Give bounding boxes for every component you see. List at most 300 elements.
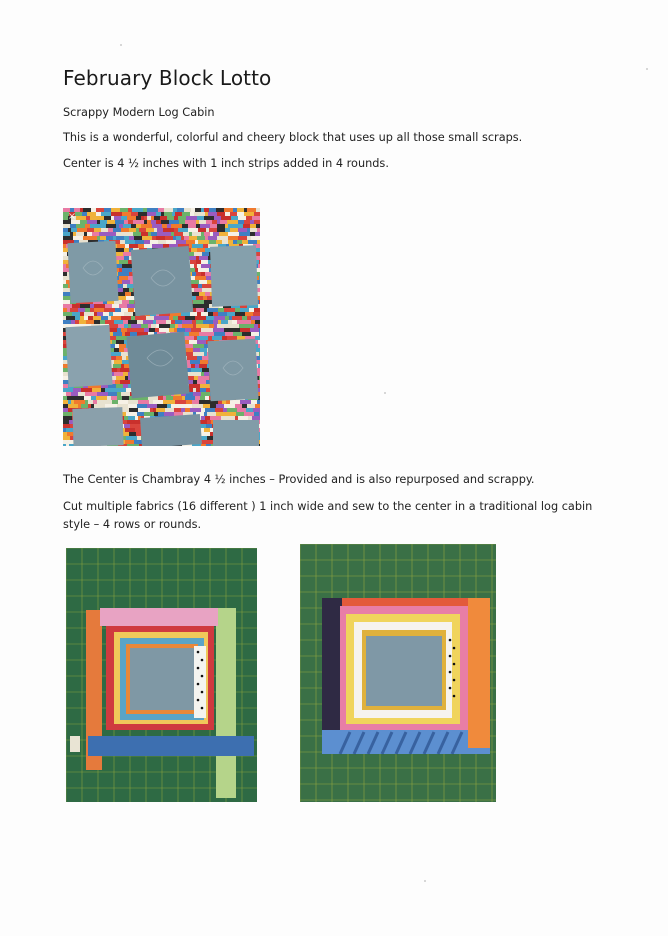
scrap-piece — [259, 260, 260, 264]
scrap-piece — [121, 308, 128, 312]
scrap-piece — [144, 240, 150, 244]
scrap-piece — [221, 216, 231, 220]
scrap-piece — [258, 264, 260, 268]
scrap-piece — [205, 408, 215, 412]
scrap-piece — [125, 332, 130, 336]
scrap-piece — [199, 220, 206, 224]
scrap-piece — [154, 316, 163, 320]
scrap-piece — [201, 232, 204, 236]
scrap-piece — [100, 320, 105, 324]
scrap-piece — [200, 412, 204, 416]
scrap-piece — [71, 392, 78, 396]
scrap-piece — [73, 388, 81, 392]
scrap-piece — [235, 308, 240, 312]
scrap-piece — [255, 232, 260, 236]
scrap-piece — [244, 212, 254, 216]
scrap-piece — [256, 208, 260, 212]
scrap-piece — [244, 412, 254, 416]
scrap-piece — [135, 416, 138, 420]
scrap-piece — [73, 236, 79, 240]
scrap-piece — [204, 352, 207, 356]
scrap-piece — [214, 332, 225, 336]
scrap-piece — [110, 352, 121, 356]
scrap-piece — [205, 396, 209, 400]
scrap-piece — [116, 336, 127, 340]
block-completed-photo — [300, 544, 496, 802]
scrap-piece — [189, 332, 199, 336]
scrap-piece — [63, 424, 70, 428]
scrap-piece — [114, 348, 119, 352]
scrap-piece — [232, 320, 237, 324]
scrap-piece — [171, 232, 174, 236]
scrap-piece — [222, 336, 227, 340]
scrap-piece — [183, 232, 189, 236]
scrap-piece — [139, 228, 146, 232]
scrap-piece — [166, 240, 176, 244]
scrap-piece — [255, 320, 260, 324]
scrap-piece — [111, 316, 121, 320]
scrap-piece — [131, 212, 138, 216]
scrap-piece — [244, 208, 247, 212]
scrap-piece — [144, 220, 147, 224]
scrap-piece — [116, 232, 123, 236]
scrap-piece — [255, 404, 260, 408]
scrap-piece — [224, 208, 233, 212]
scrap-piece — [88, 316, 93, 320]
scrap-piece — [105, 404, 109, 408]
scrap-piece — [233, 208, 237, 212]
scrap-piece — [197, 236, 202, 240]
scrap-piece — [210, 416, 221, 420]
scrap-piece — [203, 244, 208, 248]
scrap-piece — [169, 220, 179, 224]
scrap-piece — [112, 340, 116, 344]
scrap-piece — [175, 320, 182, 324]
scrap-piece — [124, 220, 128, 224]
scrap-piece — [204, 232, 210, 236]
scrap-piece — [225, 224, 228, 228]
scrap-piece — [136, 216, 141, 220]
scrap-piece — [108, 228, 113, 232]
scrap-piece — [157, 232, 167, 236]
scrap-piece — [116, 376, 125, 380]
scrap-piece — [151, 216, 154, 220]
scrap-piece — [202, 288, 212, 292]
scrap-piece — [97, 220, 100, 224]
scrap-piece — [146, 228, 154, 232]
scrap-piece — [102, 400, 112, 404]
scrap-piece — [116, 340, 124, 344]
scrap-piece — [189, 340, 197, 344]
scrap-piece — [63, 312, 72, 316]
scrap-piece — [105, 304, 112, 308]
scrap-piece — [63, 228, 68, 232]
scrap-piece — [127, 216, 136, 220]
scrap-piece — [166, 320, 171, 324]
scrap-piece — [114, 372, 120, 376]
scrap-piece — [109, 312, 113, 316]
scrap-piece — [247, 404, 255, 408]
scrap-piece — [128, 220, 133, 224]
scrap-piece — [188, 376, 194, 380]
scrap-piece — [253, 312, 260, 316]
scrap-piece — [233, 328, 240, 332]
scrap-piece — [258, 340, 260, 344]
scrap-piece — [191, 368, 202, 372]
scrap-piece — [85, 400, 88, 404]
scrap-piece — [171, 224, 182, 228]
scrap-piece — [228, 224, 234, 228]
scrap-piece — [250, 220, 254, 224]
scrap-piece — [207, 420, 211, 424]
scrap-piece — [63, 400, 68, 404]
scrap-piece — [125, 440, 134, 444]
scrap-piece — [204, 216, 214, 220]
scrap-piece — [191, 364, 195, 368]
scrap-piece — [113, 364, 121, 368]
scrap-piece — [104, 208, 111, 212]
scrap-piece — [244, 324, 247, 328]
scrap-piece — [169, 328, 174, 332]
scrap-piece — [85, 308, 90, 312]
strip-right — [216, 608, 236, 798]
scrap-piece — [161, 212, 164, 216]
scrap-piece — [130, 424, 134, 428]
scrap-piece — [112, 400, 118, 404]
scrap-piece — [192, 292, 199, 296]
scrap-piece — [173, 396, 182, 400]
strip-top — [100, 608, 218, 626]
scrap-piece — [63, 408, 68, 412]
scrap-piece — [163, 244, 169, 248]
scrap-piece — [63, 232, 70, 236]
scrap-piece — [217, 220, 220, 224]
scrap-piece — [178, 228, 188, 232]
scrap-piece — [246, 216, 252, 220]
scrap-piece — [151, 220, 156, 224]
scrap-piece — [195, 276, 206, 280]
scrap-piece — [154, 228, 157, 232]
scrap-piece — [195, 240, 198, 244]
scrap-piece — [216, 240, 222, 244]
scrap-piece — [97, 400, 102, 404]
scrap-piece — [181, 408, 185, 412]
scrap-piece — [213, 312, 218, 316]
scrap-piece — [124, 312, 133, 316]
scrap-piece — [210, 224, 217, 228]
scrap-piece — [217, 212, 225, 216]
scrap-piece — [173, 316, 178, 320]
scrap-piece — [250, 232, 255, 236]
scrap-piece — [91, 404, 94, 408]
scrap-piece — [156, 212, 161, 216]
scrap-piece — [81, 388, 92, 392]
scrap-piece — [208, 312, 213, 316]
scrap-piece — [113, 312, 124, 316]
close-icon: × — [67, 211, 77, 222]
scrap-piece — [138, 400, 149, 404]
scrap-piece — [201, 408, 205, 412]
scrap-piece — [182, 324, 193, 328]
scrap-piece — [97, 236, 100, 240]
scrap-piece — [199, 332, 208, 336]
scrap-piece — [71, 228, 77, 232]
scrap-piece — [150, 408, 153, 412]
scrap-piece — [186, 216, 197, 220]
scrap-piece — [77, 228, 87, 232]
scrap-piece — [108, 316, 111, 320]
scrap-piece — [158, 208, 164, 212]
scrap-piece — [197, 336, 208, 340]
scrap-piece — [78, 308, 85, 312]
scrap-piece — [190, 360, 200, 364]
scrap-piece — [66, 316, 75, 320]
scrap-piece — [94, 228, 101, 232]
scrap-piece — [112, 304, 119, 308]
scrap-piece — [191, 248, 197, 252]
scrap-piece — [114, 216, 121, 220]
scrap-piece — [120, 208, 128, 212]
scrap-piece — [124, 424, 130, 428]
scrap-piece — [227, 408, 237, 412]
scrap-piece — [87, 220, 97, 224]
scrap-piece — [176, 236, 181, 240]
scrap-piece — [205, 212, 208, 216]
scrap-piece — [259, 376, 260, 380]
scrap-piece — [240, 328, 250, 332]
scrap-piece — [78, 396, 84, 400]
scrap-piece — [233, 240, 237, 244]
scrap-piece — [217, 324, 228, 328]
scrap-piece — [176, 240, 186, 244]
scrap-piece — [63, 372, 68, 376]
scrap-piece — [63, 288, 69, 292]
scrap-piece — [138, 212, 143, 216]
scrap-piece — [63, 436, 70, 440]
scrap-piece — [97, 392, 108, 396]
scrap-piece — [137, 412, 144, 416]
scrap-piece — [169, 316, 173, 320]
scrap-piece — [237, 408, 246, 412]
scrap-piece — [238, 220, 244, 224]
scrap-piece — [163, 396, 166, 400]
scrap-piece — [258, 304, 260, 308]
scrap-piece — [119, 268, 122, 272]
scrap-piece — [136, 228, 139, 232]
scrap-piece — [159, 328, 169, 332]
scrap-piece — [193, 300, 204, 304]
scrap-piece — [63, 224, 70, 228]
scrap-piece — [163, 316, 169, 320]
scrap-piece — [217, 224, 225, 228]
scrap-piece — [222, 400, 226, 404]
scrap-piece — [193, 388, 196, 392]
scrap-piece — [257, 356, 260, 360]
scrap-piece — [254, 324, 258, 328]
scrap-piece — [167, 224, 171, 228]
scrap-piece — [117, 244, 125, 248]
scrap-piece — [147, 404, 157, 408]
scrap-piece — [127, 444, 135, 446]
scrap-piece — [200, 420, 207, 424]
scrap-piece — [258, 248, 260, 252]
scrap-piece — [125, 428, 135, 432]
scrap-piece — [111, 208, 120, 212]
scrap-piece — [194, 288, 202, 292]
scrap-piece — [84, 232, 87, 236]
scrap-piece — [129, 288, 133, 292]
scrap-piece — [197, 340, 206, 344]
scrap-piece — [242, 332, 251, 336]
scrap-piece — [166, 396, 173, 400]
scrap-piece — [214, 216, 221, 220]
scrap-piece — [130, 332, 137, 336]
scrap-piece — [116, 356, 122, 360]
scrap-piece — [117, 328, 121, 332]
scrap-piece — [73, 232, 76, 236]
scrap-piece — [167, 232, 171, 236]
scrap-piece — [131, 316, 135, 320]
scrap-piece — [128, 400, 138, 404]
scrap-piece — [116, 384, 123, 388]
scrap-piece — [141, 324, 148, 328]
scrap-piece — [208, 336, 212, 340]
scrap-piece — [258, 364, 260, 368]
scrap-piece — [119, 276, 128, 280]
scrap-piece — [225, 316, 229, 320]
scrap-piece — [239, 232, 250, 236]
scrap-piece — [199, 400, 207, 404]
scrap-piece — [204, 208, 209, 212]
scrap-piece — [142, 236, 152, 240]
scrap-piece — [143, 212, 147, 216]
scrap-piece — [257, 240, 260, 244]
scrap-piece — [213, 320, 218, 324]
scrap-piece — [74, 400, 85, 404]
scrap-piece — [149, 328, 155, 332]
scrap-piece — [188, 228, 198, 232]
scrap-piece — [202, 252, 209, 256]
scrap-piece — [105, 388, 116, 392]
scrap-piece — [93, 316, 101, 320]
scrap-piece — [156, 320, 166, 324]
scrap-piece — [96, 212, 101, 216]
scrap-piece — [203, 296, 207, 300]
scrap-piece — [70, 436, 73, 440]
scrap-piece — [120, 380, 130, 384]
scrap-piece — [230, 212, 234, 216]
scrap-piece — [101, 212, 111, 216]
scrap-piece — [247, 316, 251, 320]
scrap-piece — [104, 216, 111, 220]
scrap-piece — [94, 308, 104, 312]
scrap-piece — [254, 220, 260, 224]
scrap-piece — [200, 396, 205, 400]
scrap-piece — [122, 300, 129, 304]
scrap-piece — [148, 232, 151, 236]
scrap-piece — [148, 324, 151, 328]
scrap-piece — [119, 224, 123, 228]
scrap-piece — [188, 224, 196, 228]
scrap-piece — [225, 332, 233, 336]
scrap-piece — [156, 408, 165, 412]
scrap-piece — [198, 284, 202, 288]
scrap-piece — [119, 260, 128, 264]
scrap-piece — [195, 208, 201, 212]
scrap-piece — [134, 440, 142, 444]
scrap-piece — [256, 224, 260, 228]
scrap-piece — [191, 328, 201, 332]
scrap-piece — [114, 320, 123, 324]
scrap-piece — [192, 244, 203, 248]
scrap-piece — [250, 224, 256, 228]
scrap-piece — [129, 244, 138, 248]
scrap-piece — [80, 220, 87, 224]
scrap-piece — [63, 392, 66, 396]
scrap-piece — [228, 324, 239, 328]
scrap-piece — [152, 244, 163, 248]
scrap-piece — [144, 412, 154, 416]
scrap-piece — [118, 400, 128, 404]
scrap-piece — [242, 316, 247, 320]
scrap-piece — [170, 324, 175, 328]
scrap-piece — [201, 372, 204, 376]
scrap-piece — [192, 404, 203, 408]
scrap-piece — [171, 404, 181, 408]
scrap-piece — [85, 224, 90, 228]
scrap-piece — [154, 216, 160, 220]
scrap-piece — [175, 212, 182, 216]
scrap-piece — [151, 324, 156, 328]
scrap-piece — [228, 240, 233, 244]
scrap-piece — [184, 236, 189, 240]
scrap-piece — [147, 216, 151, 220]
scrap-piece — [63, 396, 67, 400]
scrap-piece — [196, 296, 203, 300]
scrap-piece — [213, 232, 219, 236]
scrap-piece — [138, 244, 144, 248]
scrap-piece — [217, 228, 225, 232]
scrap-piece — [134, 236, 142, 240]
scrap-piece — [137, 320, 143, 324]
scrap-piece — [127, 420, 137, 424]
scrap-piece — [90, 224, 100, 228]
scrap-piece — [251, 332, 259, 336]
scrap-piece — [117, 392, 121, 396]
scrap-piece — [66, 428, 73, 432]
scrap-piece — [212, 336, 222, 340]
scrap-piece — [121, 316, 131, 320]
scrap-piece — [67, 396, 78, 400]
scrap-piece — [126, 296, 135, 300]
scrap-piece — [225, 228, 230, 232]
scrap-piece — [205, 236, 208, 240]
scrap-piece — [220, 220, 227, 224]
scrap-piece — [63, 440, 73, 444]
scrap-piece — [186, 240, 195, 244]
scrap-piece — [143, 320, 153, 324]
scrap-piece — [234, 224, 243, 228]
scrap-piece — [161, 220, 169, 224]
scrap-piece — [156, 324, 159, 328]
scrap-piece — [196, 444, 201, 446]
scrap-piece — [141, 216, 144, 220]
scrap-piece — [80, 316, 84, 320]
scrap-piece — [226, 400, 230, 404]
scrap-piece — [121, 364, 124, 368]
scrap-piece — [240, 308, 249, 312]
scrap-piece — [84, 312, 94, 316]
